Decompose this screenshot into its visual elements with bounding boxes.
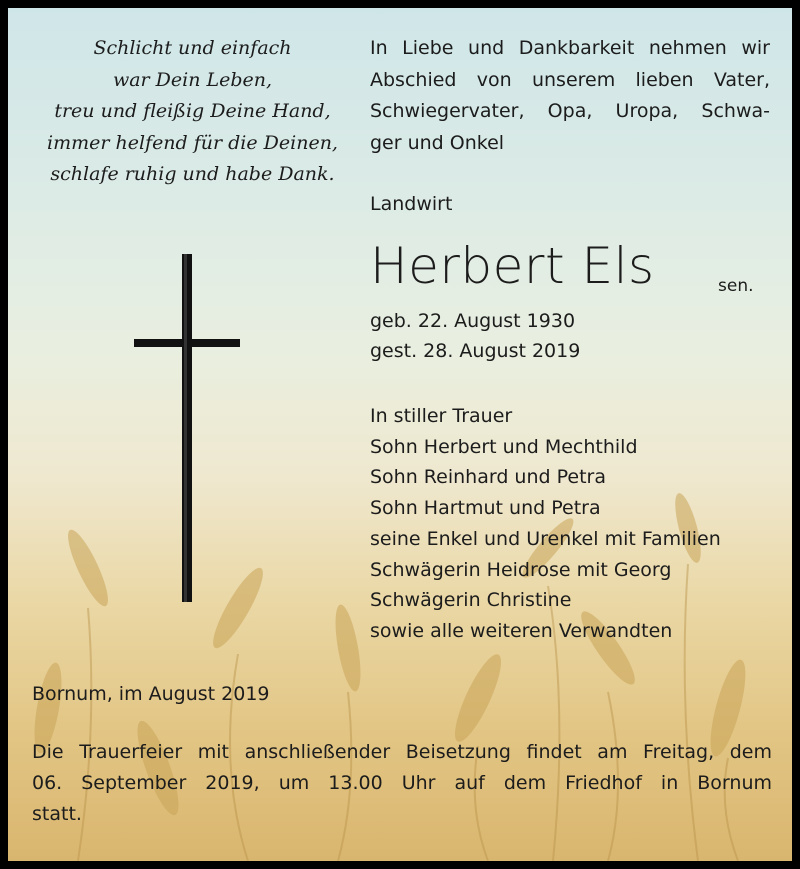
memorial-poem xyxy=(20,33,365,191)
mourner-line: Sohn Reinhard und Petra xyxy=(370,466,606,489)
poem-line: treu und fleißig Deine Hand, xyxy=(54,100,331,122)
death-date: gest. 28. August 2019 xyxy=(370,340,581,362)
mourner-line: Schwägerin Christine xyxy=(370,589,572,612)
intro-line: Schwiegervater, Opa, Uropa, Schwa- xyxy=(370,100,770,122)
intro-line: ger und Onkel xyxy=(370,131,505,154)
notice-line: Die Trauerfeier mit anschließender Beisetzung findet am Freitag, dem xyxy=(32,741,772,763)
mourners-heading: In stiller Trauer xyxy=(370,405,513,427)
intro-line: In Liebe und Dankbarkeit nehmen wir xyxy=(370,37,770,59)
mourner-line: sowie alle weiteren Verwandten xyxy=(370,619,673,642)
profession: Landwirt xyxy=(370,193,453,215)
mourners-list xyxy=(370,401,721,647)
notice-line: statt. xyxy=(32,803,82,825)
name-suffix: sen. xyxy=(718,276,754,296)
poem-line: schlafe ruhig und habe Dank. xyxy=(50,163,335,185)
life-dates xyxy=(370,306,580,366)
cross-icon xyxy=(126,248,246,608)
mourner-line: seine Enkel und Urenkel mit Familien xyxy=(370,527,721,550)
mourner-line: Sohn Herbert und Mechthild xyxy=(370,435,638,458)
notice-line: 06. September 2019, um 13.00 Uhr auf dem Friedhof in Bornum xyxy=(32,772,772,794)
mourner-line: Schwägerin Heidrose mit Georg xyxy=(370,558,672,581)
poem-line: immer helfend für die Deinen, xyxy=(47,131,338,154)
mourner-line: Sohn Hartmut und Petra xyxy=(370,497,601,520)
poem-line: war Dein Leben, xyxy=(112,68,273,91)
funeral-notice xyxy=(32,737,772,830)
deceased-name: Herbert Els xyxy=(370,237,655,295)
birth-date: geb. 22. August 1930 xyxy=(370,310,576,332)
place-and-date: Bornum, im August 2019 xyxy=(32,683,270,705)
obituary-notice xyxy=(8,8,792,861)
poem-line: Schlicht und einfach xyxy=(93,37,292,59)
intro-line: Abschied von unserem lieben Vater, xyxy=(370,68,770,91)
intro-text xyxy=(370,33,770,159)
